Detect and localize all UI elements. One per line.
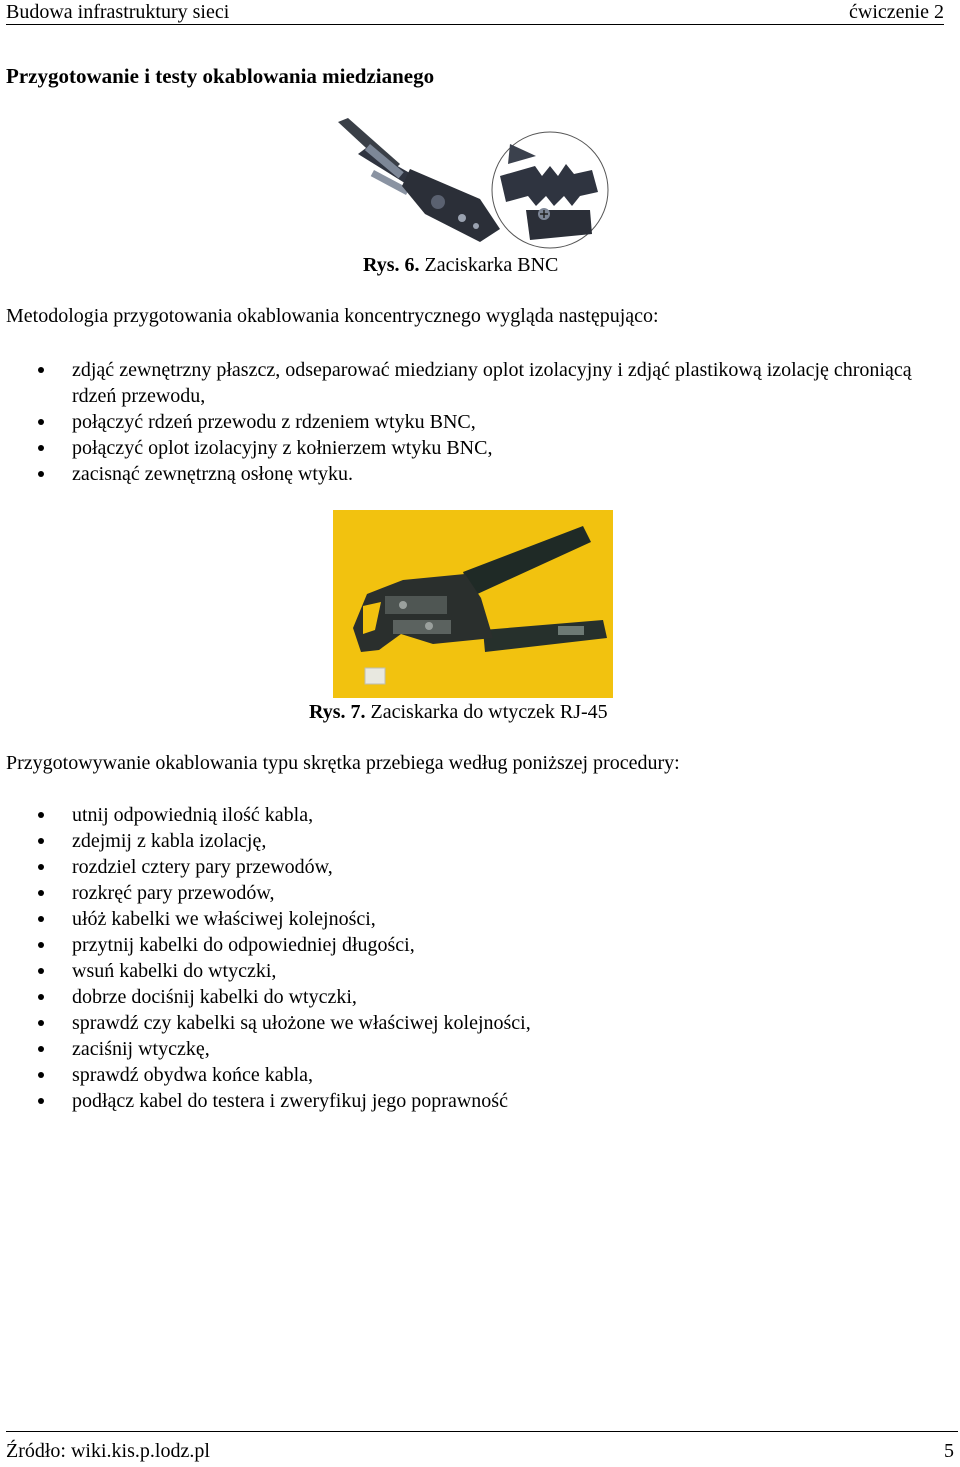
header-course-title: Budowa infrastruktury sieci <box>6 1 230 23</box>
list-item: rozdziel cztery pary przewodów, <box>0 854 932 880</box>
page-header <box>6 0 944 25</box>
figure-number: Rys. 7. <box>309 701 366 723</box>
bulleted-list <box>0 357 932 487</box>
paragraph: Metodologia przygotowania okablowania koncentrycznego wygląda następująco: <box>6 305 659 327</box>
list-item: zaciśnij wtyczkę, <box>0 1036 932 1062</box>
paragraph: Przygotowywanie okablowania typu skrętka przebiega według poniższej procedury: <box>6 752 680 774</box>
list-item: wsuń kabelki do wtyczki, <box>0 958 932 984</box>
list-item: zdjąć zewnętrzny płaszcz, odseparować miedziany oplot izolacyjny i zdjąć plastikową izolację chroniącą rdzeń przewodu, <box>0 357 932 409</box>
bulleted-list <box>0 802 932 1114</box>
list-item: połączyć rdzeń przewodu z rdzeniem wtyku BNC, <box>0 409 932 435</box>
figure-number: Rys. 6. <box>363 254 420 276</box>
list-item: utnij odpowiednią ilość kabla, <box>0 802 932 828</box>
footer-source: Źródło: wiki.kis.p.lodz.pl <box>6 1440 210 1462</box>
figure-caption <box>363 254 558 277</box>
page-footer <box>6 1431 958 1464</box>
list-item: połączyć oplot izolacyjny z kołnierzem wtyku BNC, <box>0 435 932 461</box>
list-item: podłącz kabel do testera i zweryfikuj jego poprawność <box>0 1088 932 1114</box>
list-item: zacisnąć zewnętrzną osłonę wtyku. <box>0 461 932 487</box>
list-item: przytnij kabelki do odpowiedniej długości, <box>0 932 932 958</box>
figure-caption <box>309 701 608 724</box>
figure-caption-text: Zaciskarka do wtyczek RJ-45 <box>370 701 608 723</box>
list-item: dobrze dociśnij kabelki do wtyczki, <box>0 984 932 1010</box>
list-item: rozkręć pary przewodów, <box>0 880 932 906</box>
rj45-crimper-image <box>333 510 613 698</box>
list-item: sprawdź czy kabelki są ułożone we właściwej kolejności, <box>0 1010 932 1036</box>
header-exercise-label: ćwiczenie 2 <box>849 1 944 23</box>
bnc-crimper-image <box>330 114 612 254</box>
list-item: zdejmij z kabla izolację, <box>0 828 932 854</box>
section-title: Przygotowanie i testy okablowania miedzianego <box>6 64 435 88</box>
page-number: 5 <box>944 1440 954 1462</box>
figure-caption-text: Zaciskarka BNC <box>424 254 559 276</box>
list-item: sprawdź obydwa końce kabla, <box>0 1062 932 1088</box>
list-item: ułóż kabelki we właściwej kolejności, <box>0 906 932 932</box>
